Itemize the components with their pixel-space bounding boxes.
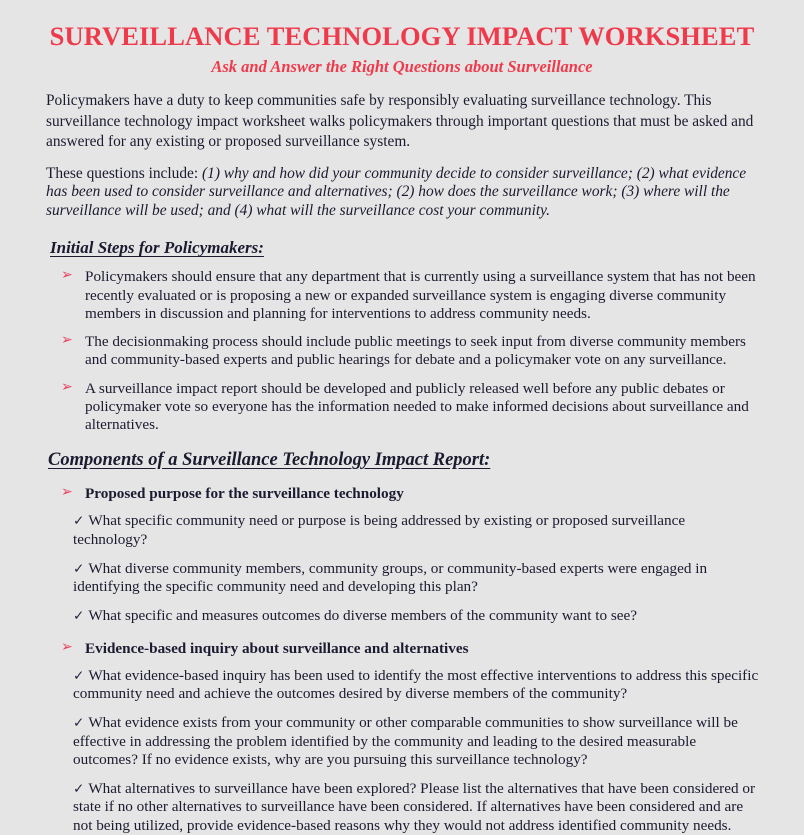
arrow-bullet-icon: ➢ xyxy=(61,639,73,655)
component-title-list xyxy=(46,640,762,658)
list-item xyxy=(61,380,762,435)
intro-paragraph-2 xyxy=(46,165,762,220)
page-title: SURVEILLANCE TECHNOLOGY IMPACT WORKSHEET xyxy=(49,21,755,51)
list-item xyxy=(73,714,762,769)
list-item xyxy=(61,333,762,369)
check-icon: ✓ xyxy=(73,560,85,576)
check-icon: ✓ xyxy=(73,667,85,683)
intro-paragraph-1: Policymakers have a duty to keep communities safe by responsibly evaluating surveillance technology. This surveillance technology impact worksheet walks policymakers through important questions that must be asked and answered for any existing or proposed surveillance system. xyxy=(46,92,754,151)
components-heading-wrap xyxy=(46,434,762,485)
list-item xyxy=(73,607,762,625)
question-text: What evidence exists from your community or other comparable communities to show surveillance will be effective in addressing the problem identified by the community and leading to the desired measurable outcomes? If no evidence exists, why are you pursuing this surveillance technology? xyxy=(73,714,738,768)
components-heading: Components of a Surveillance Technology Impact Report: xyxy=(48,450,491,471)
check-icon: ✓ xyxy=(73,715,85,731)
question-text: What specific community need or purpose is being addressed by existing or proposed surveillance technology? xyxy=(73,512,686,548)
list-item xyxy=(73,560,762,596)
arrow-bullet-icon: ➢ xyxy=(61,268,73,284)
check-icon: ✓ xyxy=(73,513,85,529)
question-text: What alternatives to surveillance have been explored? Please list the alternatives that have been considered or state if no other alternatives to surveillance have been considered. If alternatives have been considered and are not being utilized, provide evidence-based reasons why they would not address identified community needs. xyxy=(73,780,756,834)
question-text: What specific and measures outcomes do diverse members of the community want to see? xyxy=(88,607,637,625)
list-item xyxy=(61,268,762,323)
question-text: What evidence-based inquiry has been used to identify the most effective interventions to address this specific community need and achieve the outcomes desired by diverse members of the community? xyxy=(73,666,759,703)
component-block-evidence-based-inquiry xyxy=(46,640,762,835)
component-question-list xyxy=(46,667,762,835)
page-subtitle: Ask and Answer the Right Questions about Surveillance xyxy=(211,56,593,76)
document-body xyxy=(22,91,782,834)
intro-paragraph-2-italic: (1) why and how did your community decide to consider surveillance; (2) what evidence has been used to consider surveillance and alternatives; (2) how does the surveillance work; (3) where will the surveillance will be used; and (4) what will the surveillance cost your community. xyxy=(46,164,747,219)
list-item-text: A surveillance impact report should be developed and publicly released well before any public debates or policymaker vote so everyone has the information needed to make informed decisions about surveillance and alternatives. xyxy=(85,379,749,434)
list-item xyxy=(61,485,762,503)
check-icon: ✓ xyxy=(73,608,85,624)
list-item xyxy=(61,640,762,658)
list-item-text: Policymakers should ensure that any department that is currently using a surveillance system that has not been recently evaluated or is proposing a new or expanded surveillance system is engaging diverse community members in discussion and planning for interventions to address community needs. xyxy=(85,268,756,322)
arrow-bullet-icon: ➢ xyxy=(61,379,73,395)
list-item xyxy=(73,512,762,548)
component-title: Evidence-based inquiry about surveillance and alternatives xyxy=(85,639,469,657)
list-item xyxy=(73,780,762,835)
component-question-list xyxy=(46,512,762,625)
component-title: Proposed purpose for the surveillance technology xyxy=(85,485,404,503)
initial-steps-list xyxy=(46,268,762,434)
arrow-bullet-icon: ➢ xyxy=(61,333,73,349)
arrow-bullet-icon: ➢ xyxy=(61,485,73,501)
list-item-text: The decisionmaking process should include public meetings to seek input from diverse community members and community-based experts and public hearings for debate and a policymaker vote on any surveillance. xyxy=(85,333,746,369)
component-title-list xyxy=(46,485,762,503)
check-icon: ✓ xyxy=(73,781,85,797)
intro-paragraph-2-lead: These questions include: xyxy=(46,164,203,182)
question-text: What diverse community members, community groups, or community-based experts were engaged in identifying the specific community need and developing this plan? xyxy=(73,559,708,596)
component-block-proposed-purpose xyxy=(46,485,762,625)
initial-steps-heading-wrap xyxy=(46,228,762,268)
initial-steps-heading: Initial Steps for Policymakers: xyxy=(50,238,264,258)
list-item xyxy=(73,667,762,703)
